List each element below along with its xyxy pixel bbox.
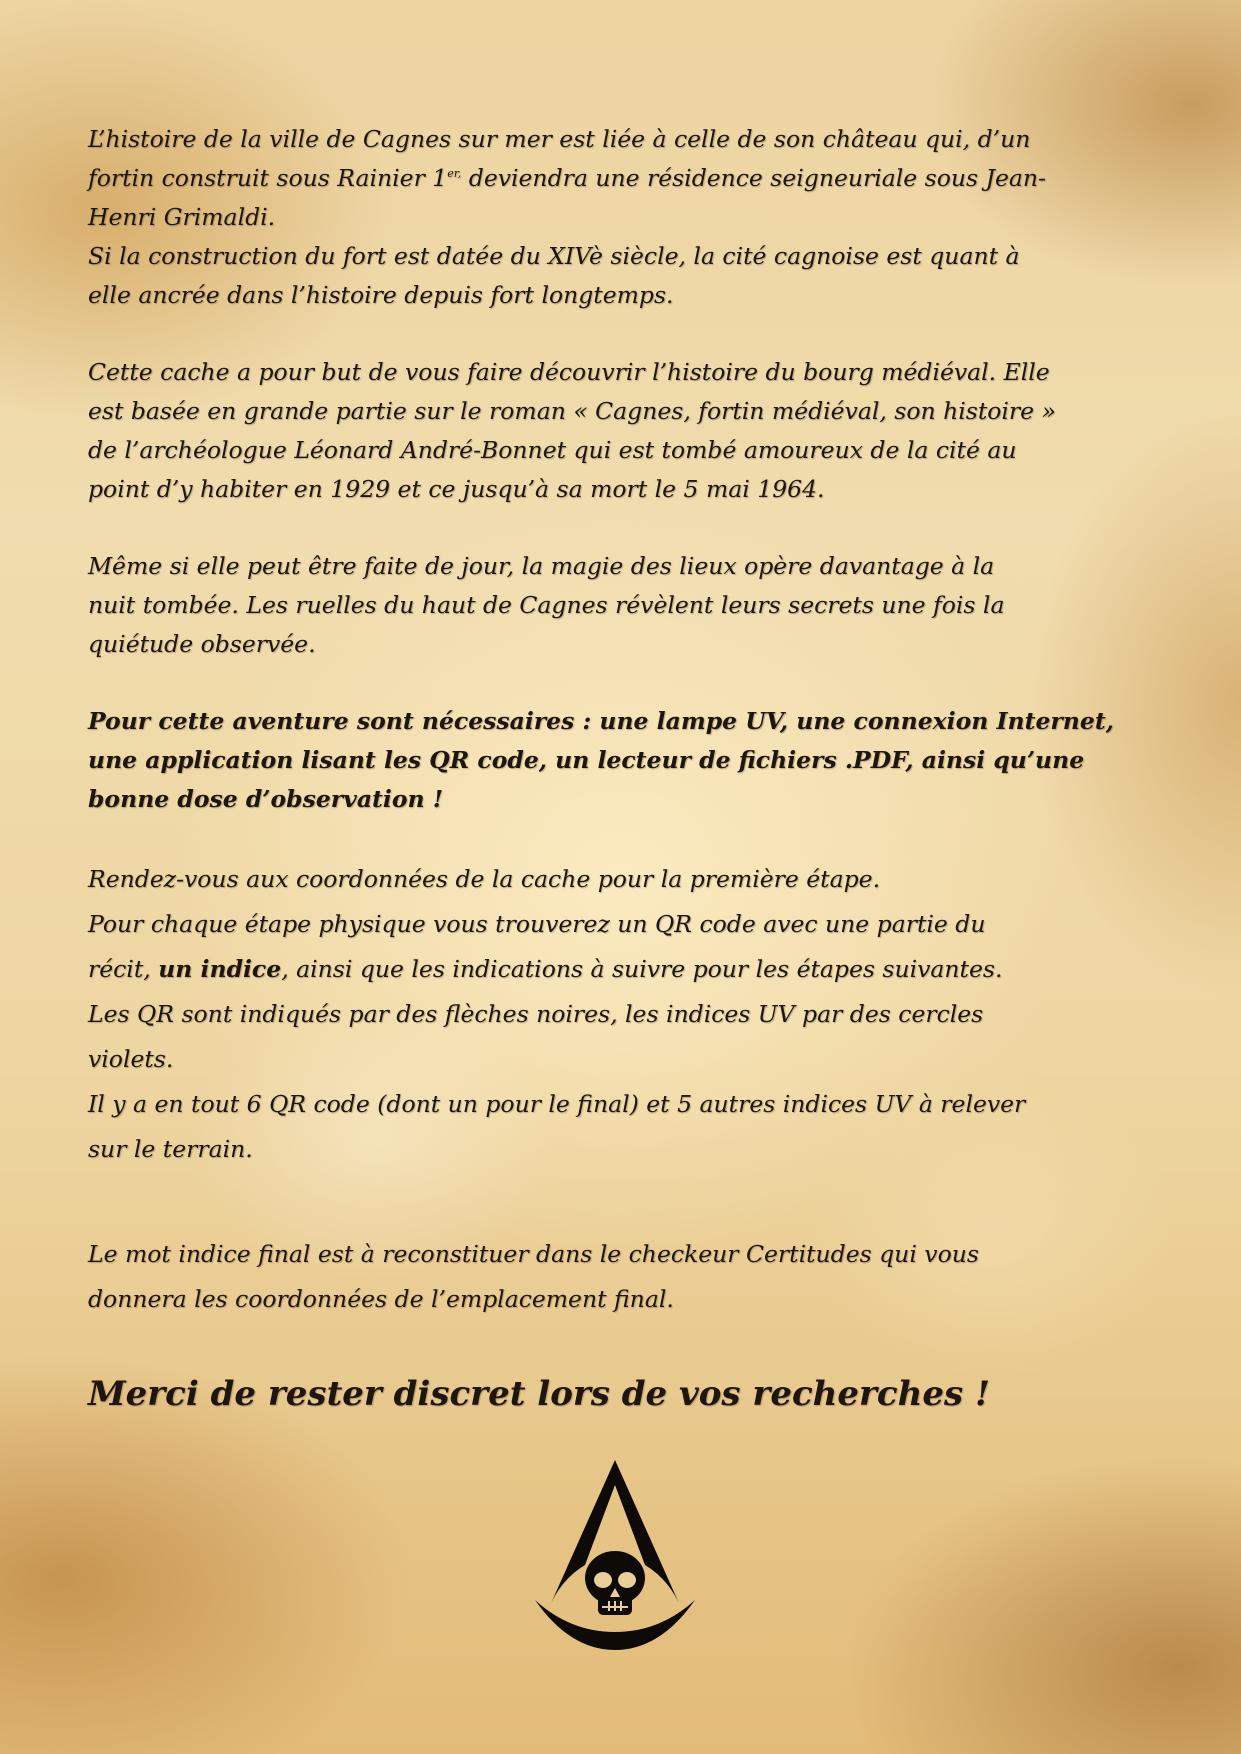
text-line: Même si elle peut être faite de jour, la magie des lieux opère davantage à la (88, 552, 995, 580)
text-line: donnera les coordonnées de l’emplacement final. (88, 1285, 674, 1313)
text-line: est basée en grande partie sur le roman « Cagnes, fortin médiéval, son histoire » (88, 397, 1056, 425)
final-paragraph (88, 1232, 1158, 1322)
text-line: sur le terrain. (88, 1135, 253, 1163)
text-line: Henri Grimaldi. (88, 203, 276, 231)
equipment-paragraph (88, 702, 1158, 819)
text-line: Rendez-vous aux coordonnées de la cache pour la première étape. (88, 865, 881, 893)
text-line: Cette cache a pour but de vous faire découvrir l’histoire du bourg médiéval. Elle (88, 358, 1050, 386)
text-line: Il y a en tout 6 QR code (dont un pour le final) et 5 autres indices UV à relever (88, 1090, 1026, 1118)
text-line (88, 947, 1158, 992)
text-line: Les QR sont indiqués par des flèches noires, les indices UV par des cercles (88, 1000, 984, 1028)
text-segment: , ainsi que les indications à suivre pour les étapes suivantes. (281, 955, 1003, 983)
indice-highlight: un indice (158, 955, 282, 983)
text-line: violets. (88, 1045, 174, 1073)
document-body (88, 120, 1158, 1416)
closing-statement: Merci de rester discret lors de vos recherches ! (88, 1374, 990, 1414)
ordinal-superscript: er, (447, 167, 462, 181)
text-line: Pour cette aventure sont nécessaires : une lampe UV, une connexion Internet, (88, 707, 1114, 735)
text-line: elle ancrée dans l’histoire depuis fort longtemps. (88, 281, 674, 309)
text-line: Le mot indice final est à reconstituer dans le checkeur Certitudes qui vous (88, 1240, 979, 1268)
text-segment: récit, (88, 955, 159, 983)
text-line: Pour chaque étape physique vous trouverez un QR code avec une partie du (88, 910, 986, 938)
intro-paragraph (88, 120, 1158, 315)
steps-paragraph (88, 857, 1158, 1172)
text-segment: fortin construit sous Rainier 1 (88, 164, 448, 192)
text-line: quiétude observée. (88, 630, 316, 658)
text-line: point d’y habiter en 1929 et ce jusqu’à sa mort le 5 mai 1964. (88, 475, 825, 503)
text-line: nuit tombée. Les ruelles du haut de Cagnes révèlent leurs secrets une fois la (88, 591, 1005, 619)
assassin-skull-emblem-icon (530, 1460, 700, 1650)
night-paragraph (88, 547, 1158, 664)
text-segment: deviendra une résidence seigneuriale sous Jean- (461, 164, 1046, 192)
text-line: L’histoire de la ville de Cagnes sur mer est liée à celle de son château qui, d’un (88, 125, 1031, 153)
text-line (88, 159, 1158, 198)
text-line: bonne dose d’observation ! (88, 785, 444, 813)
text-line: Si la construction du fort est datée du XIVè siècle, la cité cagnoise est quant à (88, 242, 1020, 270)
purpose-paragraph (88, 353, 1158, 509)
text-line: une application lisant les QR code, un lecteur de fichiers .PDF, ainsi qu’une (88, 746, 1085, 774)
text-line: de l’archéologue Léonard André-Bonnet qui est tombé amoureux de la cité au (88, 436, 1017, 464)
